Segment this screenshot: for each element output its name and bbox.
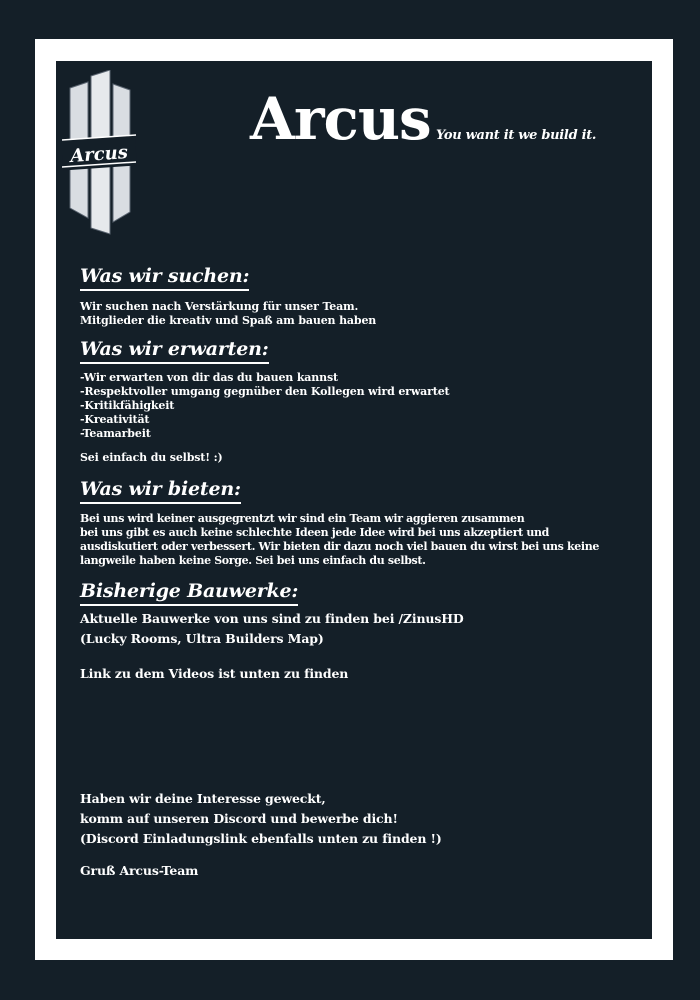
bauwerke-line: Aktuelle Bauwerke von uns sind zu finden bei /ZinusHD xyxy=(80,611,464,626)
erwarten-note: Sei einfach du selbst! :) xyxy=(80,451,223,464)
arcus-logo xyxy=(62,70,140,238)
erwarten-item: -Kreativität xyxy=(80,413,150,426)
erwarten-item: -Respektvoller umgang gegnüber den Kollegen wird erwartet xyxy=(80,385,450,398)
bieten-line: bei uns gibt es auch keine schlechte Ideen jede Idee wird bei uns akzeptiert und xyxy=(80,526,549,539)
bauwerke-line: (Lucky Rooms, Ultra Builders Map) xyxy=(80,631,324,646)
bieten-line: langweile haben keine Sorge. Sei bei uns einfach du selbst. xyxy=(80,554,426,567)
erwarten-item: -Kritikfähigkeit xyxy=(80,399,175,412)
suchen-line: Mitglieder die kreativ und Spaß am bauen haben xyxy=(80,314,377,327)
suchen-line: Wir suchen nach Verstärkung für unser Team. xyxy=(80,300,359,313)
erwarten-item: -Teamarbeit xyxy=(80,427,151,440)
erwarten-list xyxy=(80,371,449,441)
video-note: Link zu dem Videos ist unten zu finden xyxy=(80,666,349,681)
logo-text: Arcus xyxy=(69,142,129,167)
closing-text xyxy=(80,789,442,849)
brand-title: Arcus xyxy=(250,85,431,153)
erwarten-item: -Wir erwarten von dir das du bauen kannst xyxy=(80,371,338,384)
bauwerke-text xyxy=(80,609,464,649)
heading-suchen: Was wir suchen: xyxy=(80,264,249,291)
suchen-text xyxy=(80,300,376,328)
bieten-text xyxy=(80,512,599,568)
closing-line: Haben wir deine Interesse geweckt, xyxy=(80,791,326,806)
signature: Gruß Arcus-Team xyxy=(80,863,199,878)
brand-tagline: You want it we build it. xyxy=(436,128,597,143)
heading-bieten: Was wir bieten: xyxy=(80,477,241,504)
bieten-line: Bei uns wird keiner ausgegrentzt wir sind ein Team wir aggieren zusammen xyxy=(80,512,525,525)
closing-line: komm auf unseren Discord und bewerbe dich! xyxy=(80,811,398,826)
bieten-line: ausdiskutiert oder verbessert. Wir bieten dir dazu noch viel bauen du wirst bei uns keine xyxy=(80,540,600,553)
heading-erwarten: Was wir erwarten: xyxy=(80,337,269,364)
heading-bauwerke: Bisherige Bauwerke: xyxy=(80,579,298,606)
closing-line: (Discord Einladungslink ebenfalls unten zu finden !) xyxy=(80,831,442,846)
